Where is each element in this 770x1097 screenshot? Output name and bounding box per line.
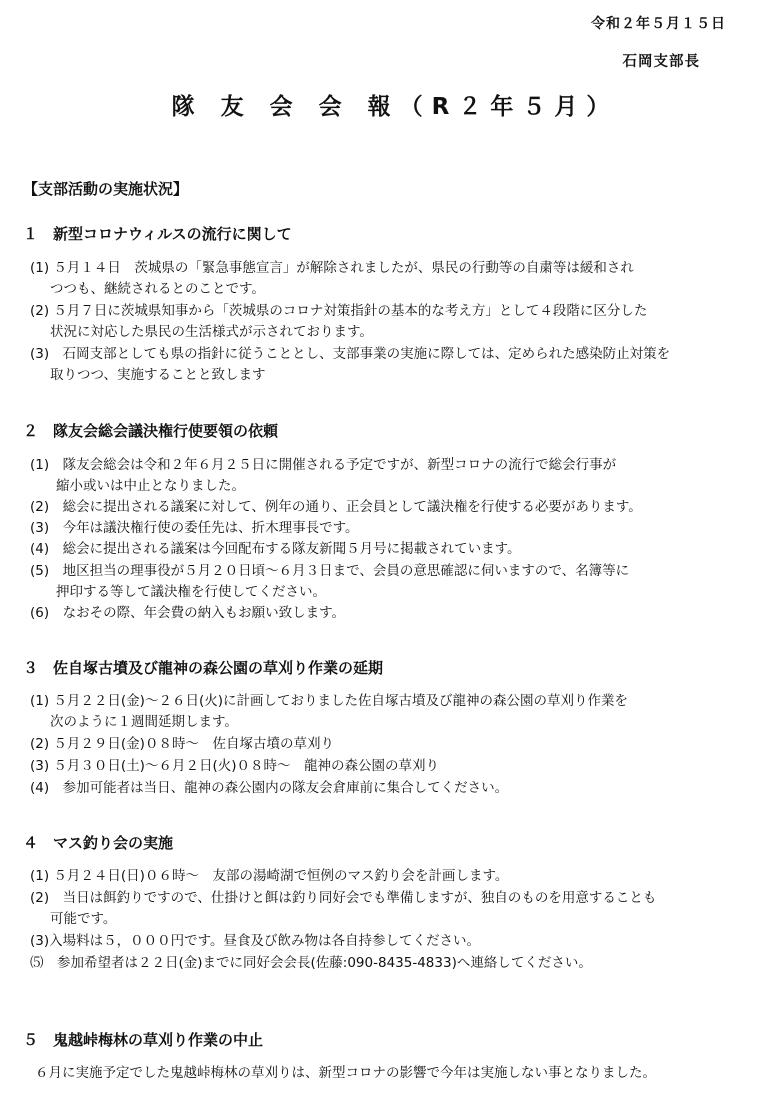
item-text: (1) ５月２４日(日)０６時～ 友部の湯崎湖で恒例のマス釣り会を計画します。 <box>30 868 509 884</box>
item-text: (3) 今年は議決権行使の委任先は、折木理事長です。 <box>30 520 359 536</box>
list-item <box>30 778 748 799</box>
item-continuation: 縮小或いは中止となりました。 <box>56 478 245 494</box>
item-text: (3) ５月３０日(土)～６月２日(火)０８時～ 龍神の森公園の草刈り <box>30 758 439 774</box>
item-continuation: 状況に対応した県民の生活様式が示されております。 <box>50 324 373 340</box>
list-item <box>30 734 748 755</box>
list-item <box>30 539 748 560</box>
list-item <box>30 756 748 777</box>
item-text: (3) 石岡支部としても県の指針に従うこととし、支部事業の実施に際しては、定められた感染防止対策を <box>30 346 671 362</box>
item-text: (4) 参加可能者は当日、龍神の森公園内の隊友会倉庫前に集合してください。 <box>30 780 509 796</box>
item-continuation: つつも、継続されるとのことです。 <box>50 281 265 297</box>
item-continuation: 次のように１週間延期します。 <box>50 714 238 730</box>
issue-date: 令和２年５月１５日 <box>591 16 726 32</box>
list-item <box>30 561 748 603</box>
item-continuation: 取りつつ、実施することと致します <box>50 367 266 383</box>
list-item <box>30 301 748 343</box>
item-text: (2) ５月２９日(金)０８時～ 佐自塚古墳の草刈り <box>30 736 334 752</box>
item-text: (6) なおその際、年会費の納入もお願い致します。 <box>30 605 346 621</box>
list-item <box>30 497 748 518</box>
list-item <box>30 603 748 624</box>
item-text: (2) 総会に提出される議案に対して、例年の通り、正会員として議決権を行使する必要があります。 <box>30 499 642 515</box>
status-heading: 【支部活動の実施状況】 <box>23 180 189 198</box>
section-heading: ２ 隊友会総会議決権行使要領の依頼 <box>23 422 279 440</box>
page-title: 隊 友 会 会 報（R２年５月） <box>171 94 619 120</box>
author: 石岡支部長 <box>622 54 700 70</box>
list-item <box>30 931 748 952</box>
item-text: (4) 総会に提出される議案は今回配布する隊友新聞５月号に掲載されています。 <box>30 541 521 557</box>
item-text: (2) ５月７日に茨城県知事から「茨城県のコロナ対策指針の基本的な考え方」として４段階に区分した <box>30 303 648 319</box>
list-item <box>30 518 748 539</box>
list-item <box>30 888 748 930</box>
list-item <box>30 691 748 733</box>
item-continuation: 押印する等して議決権を行使してください。 <box>56 584 326 600</box>
section-heading: ３ 佐自塚古墳及び龍神の森公園の草刈り作業の延期 <box>23 659 384 677</box>
list-item <box>30 344 748 386</box>
item-continuation: 可能です。 <box>50 911 117 927</box>
list-item <box>30 953 748 974</box>
item-text: (3)入場料は５，０００円です。昼食及び飲み物は各自持参してください。 <box>30 933 481 949</box>
section-heading: １ 新型コロナウィルスの流行に関して <box>23 225 292 243</box>
section-heading: ４ マス釣り会の実施 <box>23 834 174 852</box>
list-item <box>30 455 748 497</box>
list-item <box>30 866 748 887</box>
list-item <box>30 258 748 300</box>
section-paragraph: ６月に実施予定でした鬼越峠梅林の草刈りは、新型コロナの影響で今年は実施しない事となりました。 <box>35 1065 656 1081</box>
item-text: (5) 地区担当の理事役が５月２０日頃～６月３日まで、会員の意思確認に伺いますので、名簿等に <box>30 563 630 579</box>
item-text: (2) 当日は餌釣りですので、仕掛けと餌は釣り同好会でも準備しますが、独自のものを用意することも <box>30 890 657 906</box>
section-heading: ５ 鬼越峠梅林の草刈り作業の中止 <box>23 1031 264 1049</box>
item-text: (1) ５月２２日(金)～２６日(火)に計画しておりました佐自塚古墳及び龍神の森公園の草刈り作業を <box>30 693 628 709</box>
item-text: (1) 隊友会総会は令和２年６月２５日に開催される予定ですが、新型コロナの流行で総会行事が <box>30 457 617 473</box>
item-text: ⑸ 参加希望者は２２日(金)までに同好会会長(佐藤:090-8435-4833)へ連絡してください。 <box>30 955 592 971</box>
item-text: (1) ５月１４日 茨城県の「緊急事態宣言」が解除されましたが、県民の行動等の自粛等は緩和され <box>30 260 634 276</box>
